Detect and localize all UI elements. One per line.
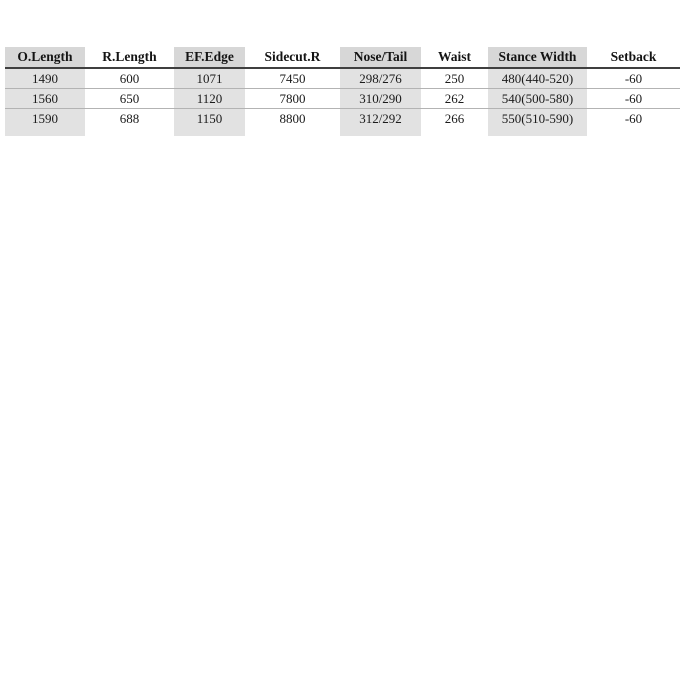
- table-cell: 7450: [245, 69, 340, 89]
- column-footer-spacer: [245, 129, 340, 136]
- column-header-ef-edge: EF.Edge: [174, 47, 245, 69]
- table-cell: 7800: [245, 89, 340, 109]
- column-header-setback: Setback: [587, 47, 680, 69]
- table-cell: 298/276: [340, 69, 421, 89]
- table-cell: 1590: [5, 109, 85, 129]
- column-header-stance-width: Stance Width: [488, 47, 587, 69]
- column-header-r-length: R.Length: [85, 47, 174, 69]
- column-footer-spacer: [174, 129, 245, 136]
- table-cell: 1071: [174, 69, 245, 89]
- table-cell: 600: [85, 69, 174, 89]
- column-header-nose-tail: Nose/Tail: [340, 47, 421, 69]
- column-footer-spacer: [85, 129, 174, 136]
- column-header-o-length: O.Length: [5, 47, 85, 69]
- column-header-waist: Waist: [421, 47, 488, 69]
- table-cell: 1120: [174, 89, 245, 109]
- column-footer-spacer: [421, 129, 488, 136]
- table-cell: 650: [85, 89, 174, 109]
- table-cell: -60: [587, 89, 680, 109]
- column-header-sidecut-r: Sidecut.R: [245, 47, 340, 69]
- table-cell: 266: [444, 111, 465, 126]
- table-cell: 1150: [174, 109, 245, 129]
- table-cell: 8800: [279, 111, 306, 126]
- table-cell: -60: [587, 69, 680, 89]
- table-cell: 262: [421, 89, 488, 109]
- snowboard-spec-table: [5, 47, 680, 136]
- table-cell: 310/290: [340, 89, 421, 109]
- table-cell: 480(440-520): [488, 69, 587, 89]
- table-cell: 540(500-580): [488, 89, 587, 109]
- column-footer-spacer: [587, 129, 680, 136]
- table-cell: -60: [624, 111, 643, 126]
- table-cell: 250: [421, 69, 488, 89]
- table-cell: 688: [119, 111, 140, 126]
- table-cell: 1490: [5, 69, 85, 89]
- table-cell: 312/292: [340, 109, 421, 129]
- table-cell: 550(510-590): [488, 109, 587, 129]
- column-footer-spacer: [340, 129, 421, 136]
- column-footer-spacer: [488, 129, 587, 136]
- table-cell: 1560: [5, 89, 85, 109]
- column-footer-spacer: [5, 129, 85, 136]
